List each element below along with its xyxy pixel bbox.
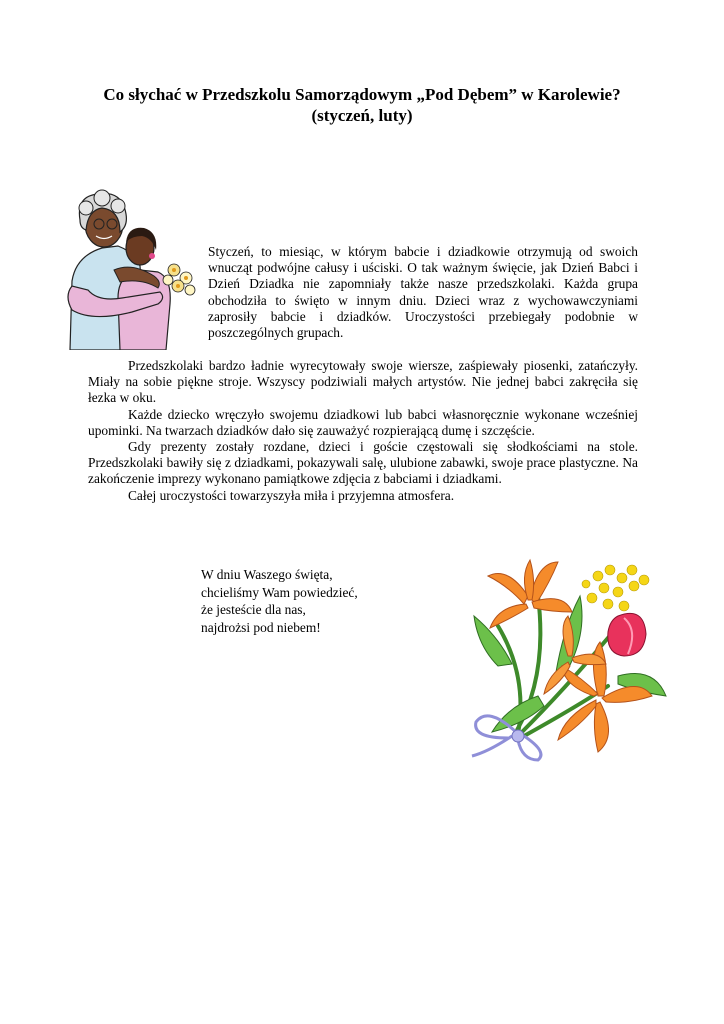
paragraph: Gdy prezenty zostały rozdane, dzieci i goście częstowali się słodkościami na stole. Przedszkolaki bawiły się z dziadkami, pokazywali salę, ulubione zabawki, swoje prace plastyczne. Na zakończenie imprezy wykonano pamiątkowe zdjęcia z babciami i dziadkami. — [88, 439, 638, 487]
poem-line: chcieliśmy Wam powiedzieć, — [201, 584, 358, 600]
page-title — [60, 84, 664, 126]
intro-paragraph: Styczeń, to miesiąc, w którym babcie i dziadkowie otrzymują od swoich wnucząt podwójne całusy i uściski. O tak ważnym święcie, jak Dzień Babci i Dzień Dziadka nie zapomniały także nasze przedszkolaki. Każda grupa obchodziła to święto w innym dniu. Dzieci wraz z wychowawczyniami zaprosiły babcie i dziadków. Uroczystości przebiegały podobnie w poszczególnych grupach. — [208, 244, 638, 341]
poem-line: najdrożsi pod niebem! — [201, 619, 321, 635]
poem-line: że jesteście dla nas, — [201, 602, 306, 617]
paragraph: Przedszkolaki bardzo ładnie wyrecytowały swoje wiersze, zaśpiewały piosenki, zatańczyły. Miały na sobie piękne stroje. Wszyscy podziwiali małych artystów. Nie jednej babci zakręciła się łezka w oku. — [88, 358, 638, 406]
flower-bouquet-image — [468, 556, 674, 762]
paragraph: Całej uroczystości towarzyszyła miła i przyjemna atmosfera. — [128, 487, 455, 503]
grandma-child-image — [62, 186, 202, 350]
title-line-2: (styczeń, luty) — [311, 106, 413, 125]
poem — [201, 566, 441, 636]
poem-line: W dniu Waszego święta, — [201, 567, 333, 582]
paragraph: Każde dziecko wręczyło swojemu dziadkowi lub babci własnoręcznie wykonane wcześniej upominki. Na twarzach dziadków dało się zauważyć rozpierającą dumę i szczęście. — [88, 406, 638, 438]
article-body — [88, 358, 638, 504]
title-line-1: Co słychać w Przedszkolu Samorządowym „Pod Dębem” w Karolewie? — [103, 85, 621, 104]
